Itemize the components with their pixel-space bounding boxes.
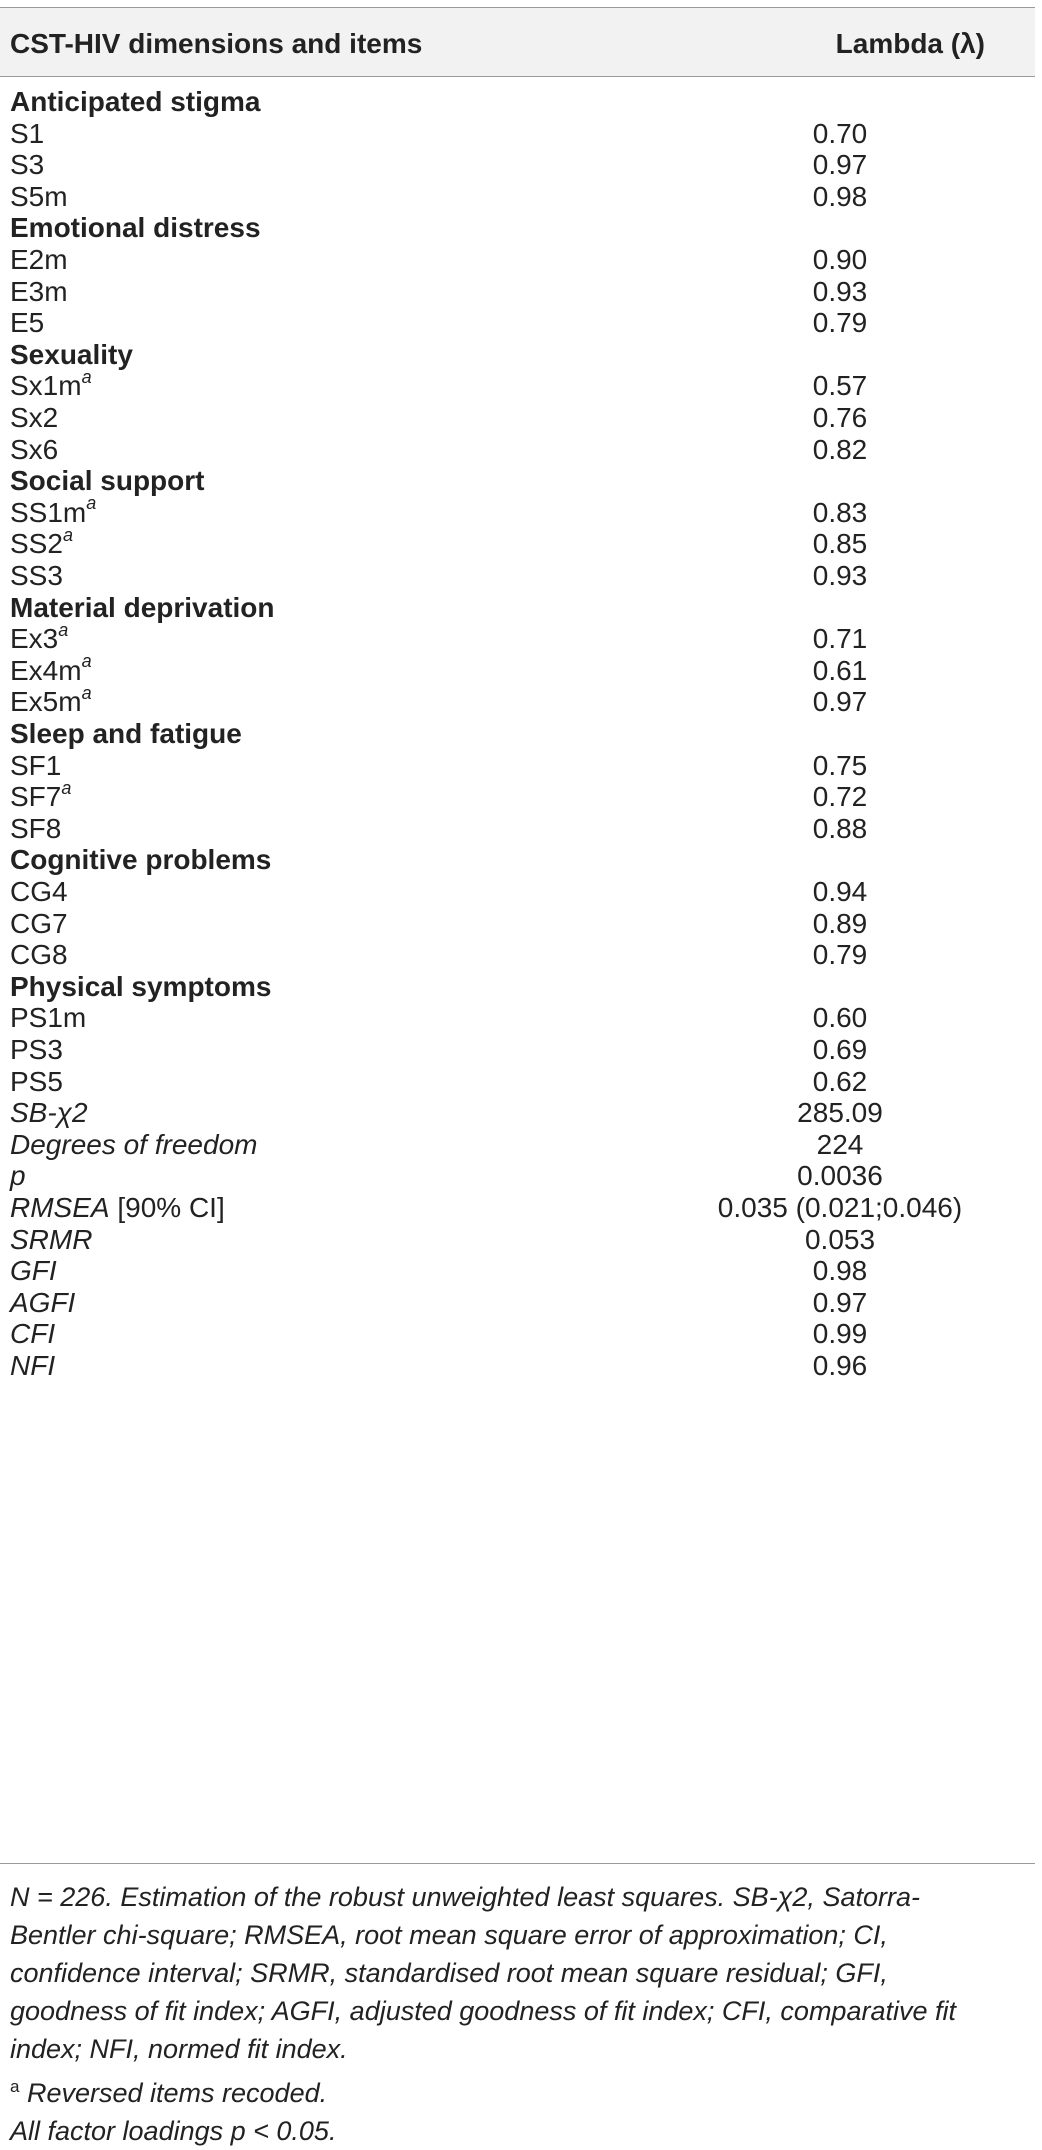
- item-value: 0.62: [812, 1065, 868, 1097]
- fit-stat-value: 0.99: [812, 1318, 868, 1350]
- item-value: 0.60: [812, 1002, 868, 1034]
- fit-stat-name: SRMR: [10, 1223, 93, 1255]
- item-code: S5m: [10, 180, 68, 212]
- item-value: 0.89: [812, 907, 868, 939]
- fit-stat-name: Degrees of freedom: [10, 1128, 258, 1160]
- item-value: 0.70: [812, 117, 868, 149]
- item-code: CG8: [10, 939, 68, 971]
- item-code: PS1m: [10, 1002, 87, 1034]
- footnote-line: confidence interval; SRMR, standardised root mean square residual; GFI,: [10, 1958, 888, 1988]
- section-title: Physical symptoms: [10, 970, 272, 1002]
- reversed-marker: a: [81, 651, 92, 672]
- item-code: SS1m: [10, 496, 87, 528]
- item-value: 0.98: [812, 180, 868, 212]
- item-code: CG7: [10, 907, 68, 939]
- item-value: 0.79: [812, 307, 868, 339]
- table-header: [0, 7, 1035, 77]
- fit-stat-suffix: [90% CI]: [109, 1192, 225, 1223]
- fit-stat-name: SB-χ2: [10, 1097, 88, 1129]
- section-title: Sleep and fatigue: [10, 718, 242, 749]
- footnote-reversed-text: Reversed items recoded.: [19, 2078, 328, 2108]
- reversed-marker: a: [81, 683, 92, 704]
- item-code: CG4: [10, 876, 68, 907]
- item-value: 0.85: [812, 528, 868, 560]
- fit-stat-value: 0.96: [812, 1350, 868, 1381]
- fit-stat-value: 224: [816, 1128, 864, 1160]
- item-value: 0.97: [812, 686, 868, 718]
- footnote-reversed: [10, 2068, 1032, 2112]
- fit-stat-label: [10, 1350, 55, 1382]
- header-dimensions: CST-HIV dimensions and items: [10, 28, 423, 59]
- item-value: 0.97: [812, 149, 868, 181]
- item-value: 0.93: [812, 560, 868, 591]
- fit-stat-name: GFI: [10, 1255, 57, 1287]
- item-code: SF1: [10, 749, 62, 781]
- item-code: E5: [10, 307, 45, 339]
- item-code: SS2: [10, 528, 63, 560]
- reversed-marker: a: [58, 619, 69, 640]
- item-code: Ex3: [10, 623, 59, 655]
- fit-stat-name: CFI: [10, 1318, 56, 1350]
- item-value: 0.88: [812, 812, 868, 844]
- footnote-line: N = 226. Estimation of the robust unweighted least squares. SB-χ2, Satorra-: [10, 1882, 920, 1912]
- fit-stat-value: 0.0036: [797, 1160, 883, 1192]
- item-code: S3: [10, 149, 45, 181]
- item-value: 0.69: [812, 1034, 868, 1065]
- item-code: E3m: [10, 275, 68, 307]
- item-value: 0.61: [812, 654, 868, 686]
- footnote-loadings: All factor loadings p < 0.05.: [10, 2116, 337, 2146]
- table-bottom-rule: [0, 1863, 1035, 1864]
- item-value: 0.57: [812, 370, 868, 402]
- item-value: 0.90: [812, 244, 868, 275]
- footnote-line: index; NFI, normed fit index.: [10, 2034, 348, 2064]
- fit-stat-name: RMSEA: [10, 1192, 110, 1223]
- section-title: Material deprivation: [10, 591, 275, 623]
- item-value: 0.93: [812, 275, 868, 307]
- item-code: PS3: [10, 1034, 63, 1065]
- fit-stat-name: NFI: [10, 1350, 56, 1381]
- fit-stat-name: AGFI: [10, 1286, 76, 1318]
- item-code: SF8: [10, 812, 62, 844]
- item-code: PS5: [10, 1065, 63, 1097]
- item-value: 0.79: [812, 939, 868, 971]
- reversed-marker: a: [86, 493, 97, 514]
- item-code: Sx1m: [10, 370, 82, 402]
- item-value: 0.72: [812, 781, 868, 813]
- item-code: S1: [10, 117, 45, 149]
- fit-stat-name: p: [10, 1160, 26, 1192]
- fit-stat-value: 0.035 (0.021;0.046): [717, 1192, 963, 1223]
- item-value: 0.75: [812, 749, 868, 781]
- section-title: Cognitive problems: [10, 844, 272, 876]
- reversed-marker: a: [61, 777, 72, 798]
- footnote-line: Bentler chi-square; RMSEA, root mean square error of approximation; CI,: [10, 1920, 888, 1950]
- item-code: Ex4m: [10, 654, 82, 686]
- fit-stat-value: 0.98: [812, 1255, 868, 1287]
- header-lambda: Lambda (λ): [835, 28, 985, 59]
- item-code: Sx2: [10, 402, 59, 433]
- item-value: 0.71: [812, 623, 868, 655]
- section-title: Sexuality: [10, 338, 133, 370]
- fit-stat-row: [0, 1344, 1035, 1387]
- reversed-marker: a: [62, 525, 73, 546]
- item-value: 0.94: [812, 876, 868, 907]
- item-value: 0.83: [812, 496, 868, 528]
- item-code: SF7: [10, 781, 62, 813]
- fit-stat-value: 285.09: [797, 1097, 883, 1129]
- item-code: SS3: [10, 560, 63, 591]
- fit-stat-value: 0.97: [812, 1286, 868, 1318]
- footnote-abbreviations: [10, 1878, 1032, 2068]
- footnote-marker: a: [10, 2077, 20, 2096]
- fit-stat-value: 0.053: [804, 1223, 876, 1255]
- item-code: Sx6: [10, 433, 59, 465]
- footnote-line: goodness of fit index; AGFI, adjusted goodness of fit index; CFI, comparative fit: [10, 1996, 956, 2026]
- reversed-marker: a: [81, 367, 92, 388]
- section-title: Anticipated stigma: [10, 86, 261, 117]
- table-footnote: [10, 1878, 1032, 2150]
- item-code: E2m: [10, 244, 68, 275]
- item-code: Ex5m: [10, 686, 82, 718]
- section-title: Emotional distress: [10, 212, 261, 244]
- item-value: 0.82: [812, 433, 868, 465]
- section-title: Social support: [10, 465, 205, 497]
- item-value: 0.76: [812, 402, 868, 433]
